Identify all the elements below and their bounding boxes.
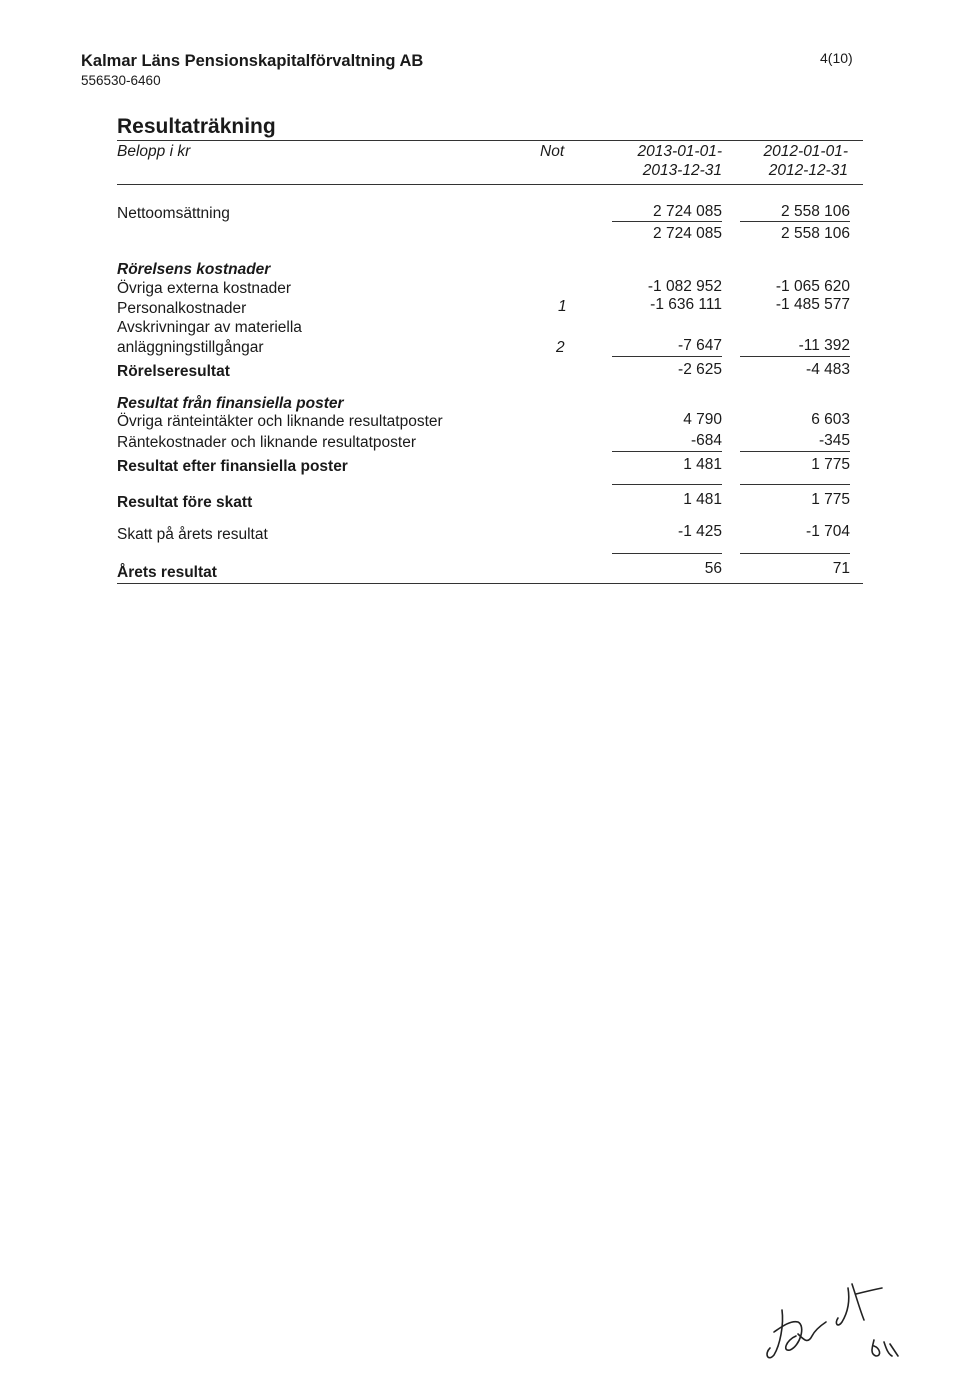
operating-result-2012: -4 483 [806, 361, 850, 378]
other-external-costs-2012: -1 065 620 [775, 278, 850, 295]
tax-2012: -1 704 [806, 523, 850, 540]
period-2013-start: 2013-01-01- [637, 143, 722, 160]
result-after-financial-2012: 1 775 [811, 456, 850, 473]
result-before-tax-2012: 1 775 [811, 491, 850, 508]
period-2012-start: 2012-01-01- [763, 143, 848, 160]
subtotal-rule [740, 451, 850, 452]
note-column-header: Not [540, 143, 565, 160]
net-sales-2013: 2 724 085 [653, 203, 722, 220]
personnel-costs-note: 1 [558, 298, 567, 315]
personnel-costs-2013: -1 636 111 [650, 296, 722, 313]
period-2013-end: 2013-12-31 [642, 162, 722, 179]
org-number: 556530-6460 [81, 73, 161, 88]
net-sales-2012: 2 558 106 [781, 203, 850, 220]
net-result-2013: 56 [704, 560, 722, 577]
personnel-costs-label: Personalkostnader [117, 300, 247, 317]
subtotal-rule [740, 221, 850, 222]
operating-result-label: Rörelseresultat [117, 363, 230, 380]
header-rule [117, 184, 863, 185]
operating-costs-heading: Rörelsens kostnader [117, 261, 271, 278]
result-before-tax-2013: 1 481 [683, 491, 722, 508]
subtotal-rule [740, 356, 850, 357]
net-sales-total-2012: 2 558 106 [781, 225, 850, 242]
net-sales-label: Nettoomsättning [117, 205, 230, 222]
tax-2013: -1 425 [678, 523, 722, 540]
financial-items-heading: Resultat från finansiella poster [117, 395, 344, 412]
interest-costs-2012: -345 [818, 432, 850, 449]
interest-income-2012: 6 603 [811, 411, 850, 428]
subtotal-rule [612, 451, 722, 452]
net-sales-total-2013: 2 724 085 [653, 225, 722, 242]
statement-title: Resultaträkning [117, 115, 276, 138]
other-external-costs-label: Övriga externa kostnader [117, 280, 292, 297]
interest-income-label: Övriga ränteintäkter och liknande resultatposter [117, 413, 443, 430]
other-external-costs-2013: -1 082 952 [647, 278, 722, 295]
personnel-costs-2012: -1 485 577 [775, 296, 850, 313]
interest-income-2013: 4 790 [683, 411, 722, 428]
subtotal-rule [740, 484, 850, 485]
net-result-2012: 71 [832, 560, 850, 577]
depreciation-2013: -7 647 [678, 337, 722, 354]
depreciation-label-line1: Avskrivningar av materiella [117, 319, 302, 336]
period-2012-end: 2012-12-31 [768, 162, 848, 179]
amount-unit-label: Belopp i kr [117, 143, 191, 160]
depreciation-2012: -11 392 [798, 337, 850, 354]
net-result-label: Årets resultat [117, 564, 217, 581]
page-number: 4(10) [820, 50, 853, 66]
footer-rule [117, 583, 863, 584]
company-name: Kalmar Läns Pensionskapitalförvaltning AB [81, 52, 424, 70]
result-after-financial-2013: 1 481 [683, 456, 722, 473]
subtotal-rule [612, 553, 722, 554]
result-before-tax-label: Resultat före skatt [117, 494, 253, 511]
subtotal-rule [740, 553, 850, 554]
handwritten-initials [760, 1270, 920, 1370]
depreciation-label-line2: anläggningstillgångar [117, 339, 264, 356]
result-after-financial-label: Resultat efter finansiella poster [117, 458, 348, 475]
title-rule [117, 140, 863, 141]
interest-costs-label: Räntekostnader och liknande resultatposter [117, 434, 416, 451]
interest-costs-2013: -684 [690, 432, 722, 449]
depreciation-note: 2 [556, 339, 565, 356]
subtotal-rule [612, 356, 722, 357]
subtotal-rule [612, 221, 722, 222]
tax-label: Skatt på årets resultat [117, 526, 268, 543]
operating-result-2013: -2 625 [678, 361, 722, 378]
subtotal-rule [612, 484, 722, 485]
